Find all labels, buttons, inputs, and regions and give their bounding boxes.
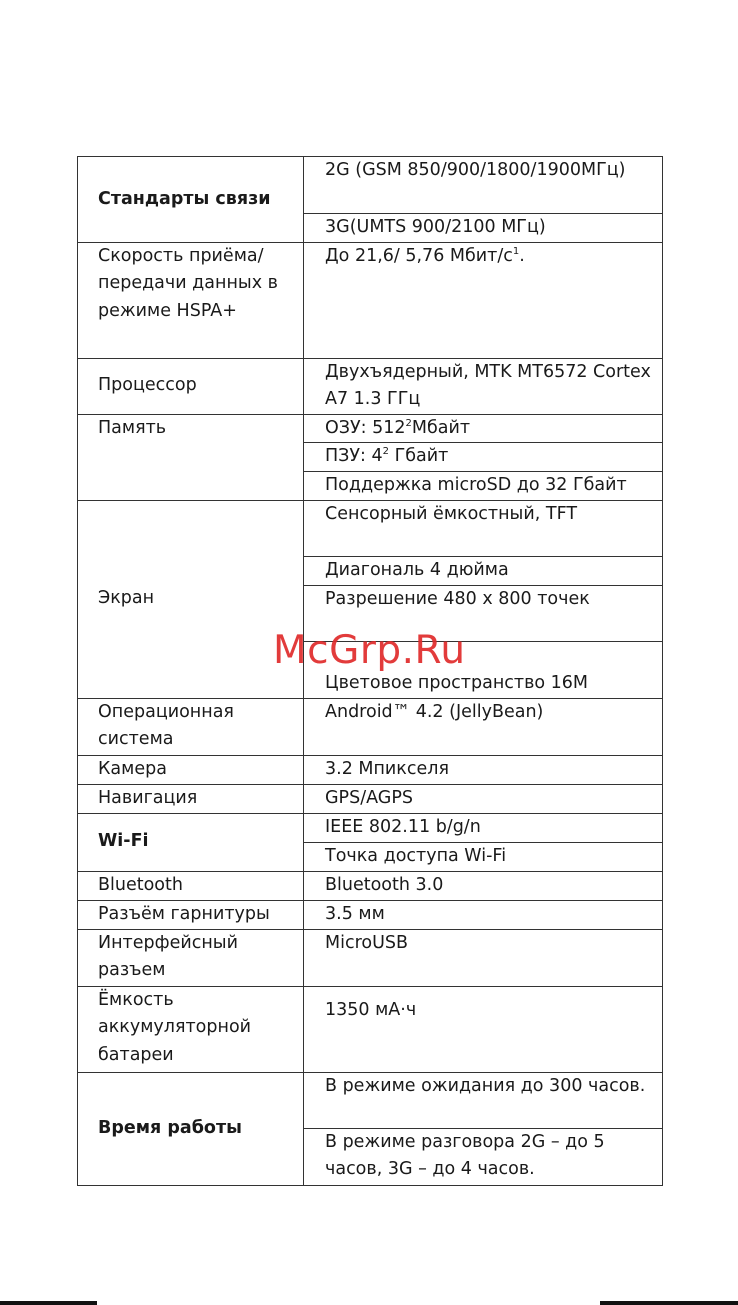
camera-label: Камера — [78, 755, 304, 784]
standards-label: Стандарты связи — [78, 157, 304, 243]
wifi-label: Wi-Fi — [78, 813, 304, 871]
table-row — [78, 414, 663, 443]
page-edge-mark — [600, 1301, 738, 1305]
table-row — [78, 500, 663, 556]
screen-diagonal-value: Диагональ 4 дюйма — [304, 556, 663, 585]
ram-value: ОЗУ: 512 — [325, 417, 406, 438]
wifi-standard-value: IEEE 802.11 b/g/n — [304, 813, 663, 842]
table-row — [78, 698, 663, 755]
ram-footnote-mark: 2 — [405, 417, 412, 429]
standards-3g-value: 3G(UMTS 900/2100 МГц) — [304, 214, 663, 243]
runtime-standby-value: В режиме ожидания до 300 часов. — [304, 1072, 663, 1128]
rom-value-cell — [304, 443, 663, 472]
navigation-value: GPS/AGPS — [304, 784, 663, 813]
memory-label: Память — [78, 414, 304, 443]
table-row — [78, 471, 663, 500]
battery-value: 1350 мА·ч — [304, 986, 663, 1072]
memory-label-spacer — [78, 443, 304, 472]
standards-2g-value: 2G (GSM 850/900/1800/1900МГц) — [304, 157, 663, 214]
interface-value: MicroUSB — [304, 929, 663, 986]
wifi-hotspot-value: Точка доступа Wi-Fi — [304, 842, 663, 871]
cpu-label: Процессор — [78, 358, 304, 414]
table-row — [78, 157, 663, 214]
ram-unit: Мбайт — [411, 417, 471, 438]
camera-value: 3.2 Мпикселя — [304, 755, 663, 784]
cpu-value: Двухъядерный, MTK MT6572 Cortex A7 1.3 ГГц — [304, 358, 663, 414]
os-value: Android™ 4.2 (JellyBean) — [304, 698, 663, 755]
headset-jack-label: Разъём гарнитуры — [78, 900, 304, 929]
table-row — [78, 929, 663, 986]
table-row — [78, 242, 663, 358]
screen-resolution-value: Разрешение 480 x 800 точек — [304, 585, 663, 641]
os-label: Операционная система — [78, 698, 304, 755]
bluetooth-label: Bluetooth — [78, 871, 304, 900]
table-row — [78, 358, 663, 414]
rom-unit: Гбайт — [389, 446, 449, 466]
watermark: McGrp.Ru — [273, 628, 466, 673]
memory-label-spacer — [78, 471, 304, 500]
screen-color-value: Цветовое пространство 16М — [304, 641, 663, 698]
navigation-label: Навигация — [78, 784, 304, 813]
table-row — [78, 1072, 663, 1128]
page-edge-mark — [0, 1301, 97, 1305]
table-row — [78, 986, 663, 1072]
table-row — [78, 871, 663, 900]
runtime-talk-value: В режиме разговора 2G – до 5 часов, 3G – до 4 часов. — [304, 1128, 663, 1185]
bluetooth-value: Bluetooth 3.0 — [304, 871, 663, 900]
runtime-label: Время работы — [78, 1072, 304, 1185]
table-row — [78, 813, 663, 842]
rom-footnote-mark: 2 — [382, 446, 390, 457]
screen-type-value: Сенсорный ёмкостный, TFT — [304, 500, 663, 556]
rom-value: ПЗУ: 4 — [325, 446, 383, 466]
interface-label: Интерфейсный разъем — [78, 929, 304, 986]
microsd-value: Поддержка microSD до 32 Гбайт — [304, 471, 663, 500]
screen-label: Экран — [78, 500, 304, 698]
table-row — [78, 443, 663, 472]
speed-value-cell — [304, 242, 663, 358]
table-row — [78, 755, 663, 784]
battery-label: Ёмкость аккумуляторной батареи — [78, 986, 304, 1072]
table-row — [78, 900, 663, 929]
table-row — [78, 784, 663, 813]
speed-value: До 21,6/ 5,76 Мбит/с — [325, 245, 513, 266]
ram-value-cell — [304, 414, 663, 443]
headset-jack-value: 3.5 мм — [304, 900, 663, 929]
speed-footnote-mark: 1 — [512, 245, 520, 257]
speed-label: Скорость приёма/передачи данных в режиме HSPA+ — [78, 242, 304, 358]
speed-suffix: . — [519, 245, 525, 266]
